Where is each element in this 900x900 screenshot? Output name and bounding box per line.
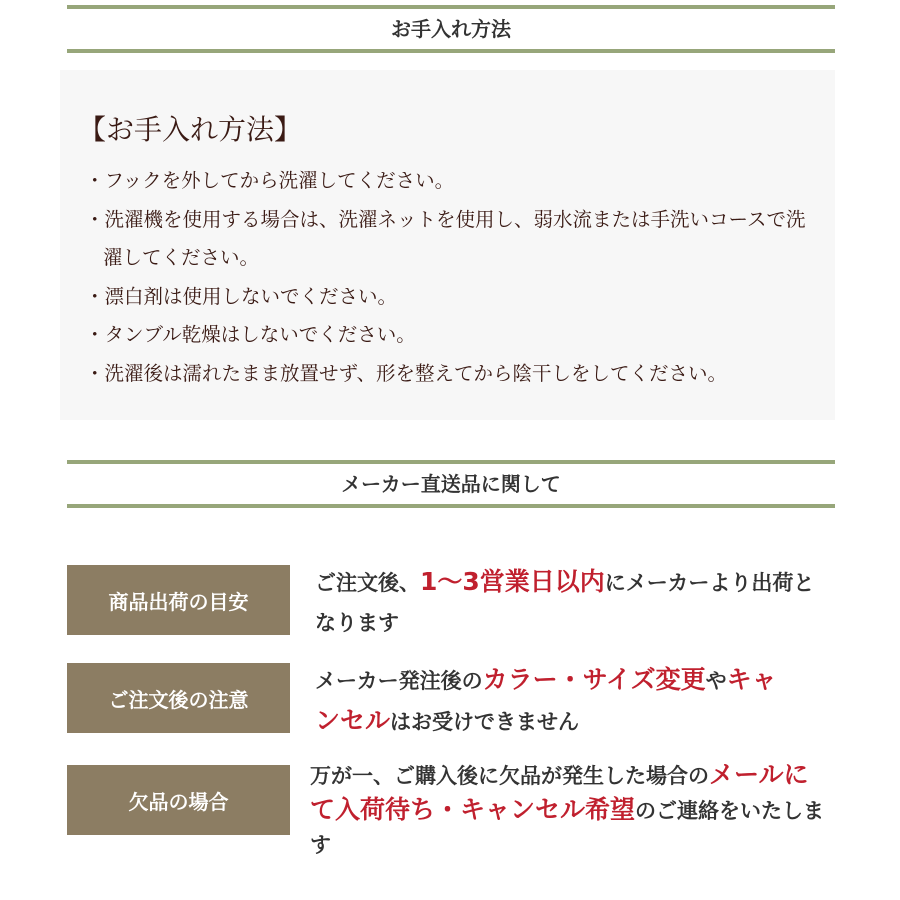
care-title: 【お手入れ方法】 xyxy=(78,113,303,146)
care-item: ・漂白剤は使用しないでください。 xyxy=(85,284,398,308)
out-of-stock-label: 欠品の場合 xyxy=(67,765,290,835)
body-text: のご連絡をいたします xyxy=(310,799,825,857)
order-notice-text xyxy=(315,660,795,742)
body-text: ご注文後、 xyxy=(315,571,420,595)
care-section-header: お手入れ方法 xyxy=(67,5,835,53)
care-item: ・洗濯機を使用する場合は、洗濯ネットを使用し、弱水流または手洗いコースで洗濯してください。 xyxy=(85,207,806,269)
highlight-text: キャンセル xyxy=(315,665,777,735)
highlight-text: 1～3営業日以内 xyxy=(420,567,605,596)
care-item: ・タンブル乾燥はしないでください。 xyxy=(85,323,416,346)
shipping-estimate-label: 商品出荷の目安 xyxy=(67,565,290,635)
care-item: ・洗濯後は濡れたまま放置せず、形を整えてから陰干しをしてください。 xyxy=(85,361,727,385)
body-text: 万が一、ご購入後に欠品が発生した場合の xyxy=(310,764,709,788)
body-text: はお受けできません xyxy=(390,710,580,734)
highlight-text: メールにて入荷待ち・キャンセル希望 xyxy=(310,760,809,824)
care-item: ・フックを外してから洗濯してください。 xyxy=(85,169,455,192)
out-of-stock-text xyxy=(310,758,830,862)
maker-section-header: メーカー直送品に関して xyxy=(67,460,835,508)
body-text: や xyxy=(705,669,727,693)
highlight-text: カラー・サイズ変更 xyxy=(482,665,706,694)
order-notice-label: ご注文後の注意 xyxy=(67,663,290,733)
care-instructions-list xyxy=(85,162,820,393)
shipping-estimate-text xyxy=(315,562,815,643)
body-text: にメーカーより出荷となります xyxy=(315,571,815,635)
body-text: メーカー発注後の xyxy=(315,669,483,693)
